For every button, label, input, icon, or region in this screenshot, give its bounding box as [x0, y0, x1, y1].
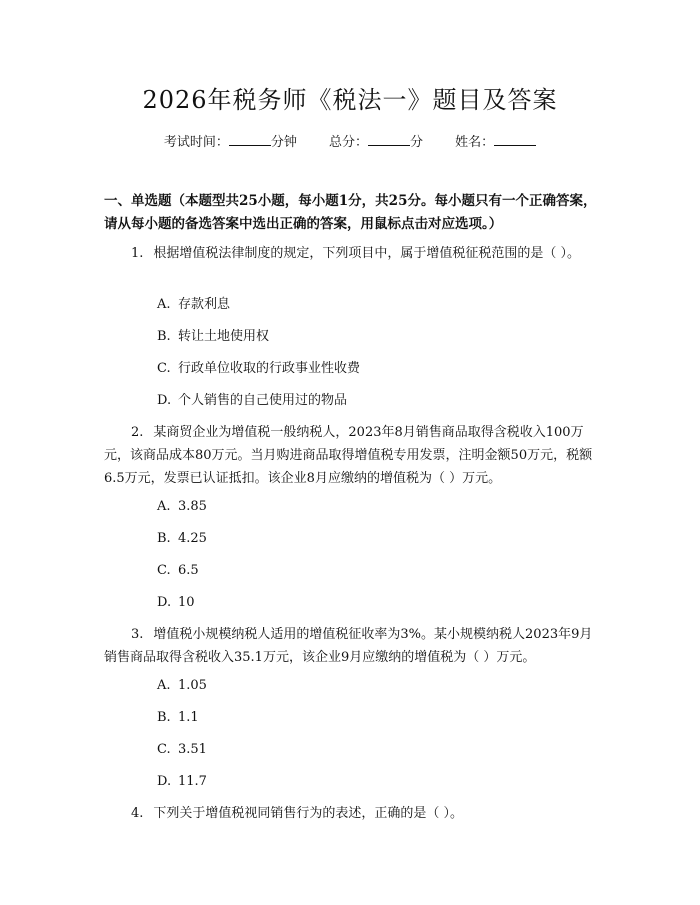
question-text: 根据增值税法律制度的规定，下列项目中，属于增值税征税范围的是（ ）。 [153, 246, 581, 261]
option-letter: B. [157, 531, 171, 546]
option-text: 转让土地使用权 [178, 329, 270, 344]
question-text: 下列关于增值税视同销售行为的表述，正确的是（ ）。 [153, 806, 464, 821]
option-letter: A. [157, 499, 171, 514]
page-title: 2026年税务师《税法一》题目及答案 [142, 86, 558, 114]
option-letter: B. [157, 710, 171, 725]
option-letter: C. [157, 563, 171, 578]
question-text: 某商贸企业为增值税一般纳税人，2023年8月销售商品取得含税收入100万元，该商品成本80万元。当月购进商品取得增值税专用发票，注明金额50万元，税额6.5万元，发票已认证抵扣。该企业8月应缴纳的增值税为（ ）万元。 [104, 425, 593, 486]
question-3-option-b[interactable] [157, 709, 199, 727]
exam-meta-line [0, 131, 700, 150]
option-text: 存款利息 [178, 297, 231, 312]
option-letter: A. [157, 678, 171, 693]
option-letter: A. [157, 297, 171, 312]
question-1-option-d[interactable] [157, 392, 347, 410]
option-text: 4.25 [178, 531, 207, 546]
question-number: 3. [131, 627, 144, 642]
option-letter: C. [157, 361, 171, 376]
total-score-field [329, 131, 423, 150]
question-3 [104, 623, 604, 669]
option-letter: D. [157, 774, 172, 789]
total-score-blank [368, 135, 410, 146]
exam-time-blank [229, 135, 271, 146]
exam-time-label: 考试时间： [163, 135, 229, 150]
question-text: 增值税小规模纳税人适用的增值税征收率为3%。某小规模纳税人2023年9月销售商品取得含税收入35.1万元，该企业9月应缴纳的增值税为（ ）万元。 [104, 627, 593, 665]
question-1 [104, 242, 604, 265]
name-label: 姓名： [455, 135, 495, 150]
option-letter: B. [157, 329, 171, 344]
option-text: 1.05 [178, 678, 207, 693]
option-text: 行政单位收取的行政事业性收费 [178, 361, 361, 376]
question-1-option-b[interactable] [157, 328, 269, 346]
option-letter: C. [157, 742, 171, 757]
option-letter: D. [157, 393, 172, 408]
option-text: 1.1 [178, 710, 199, 725]
name-field [455, 131, 536, 150]
exam-time-unit: 分钟 [270, 135, 297, 150]
question-2 [104, 421, 604, 490]
option-text: 11.7 [178, 774, 207, 789]
question-2-option-c[interactable] [157, 562, 199, 580]
question-1-option-c[interactable] [157, 360, 360, 378]
question-number: 2. [131, 425, 144, 440]
question-3-option-d[interactable] [157, 773, 207, 791]
total-score-unit: 分 [410, 135, 424, 150]
name-blank [494, 135, 536, 146]
question-number: 1. [131, 246, 144, 261]
question-3-option-a[interactable] [157, 677, 207, 695]
option-text: 6.5 [178, 563, 199, 578]
question-2-option-a[interactable] [157, 498, 207, 516]
question-2-option-d[interactable] [157, 594, 195, 612]
option-letter: D. [157, 595, 172, 610]
option-text: 3.51 [178, 742, 207, 757]
option-text: 10 [178, 595, 195, 610]
question-number: 4. [131, 806, 144, 821]
question-3-option-c[interactable] [157, 741, 207, 759]
question-2-option-b[interactable] [157, 530, 207, 548]
exam-time-field [164, 131, 297, 150]
total-score-label: 总分： [328, 135, 368, 150]
option-text: 3.85 [178, 499, 207, 514]
option-text: 个人销售的自己使用过的物品 [178, 393, 348, 408]
question-1-option-a[interactable] [157, 296, 230, 314]
section-heading: 一、单选题（本题型共25小题，每小题1分，共25分。每小题只有一个正确答案，请从每小题的备选答案中选出正确的答案，用鼠标点击对应选项。） [104, 193, 597, 232]
question-4 [104, 802, 604, 825]
